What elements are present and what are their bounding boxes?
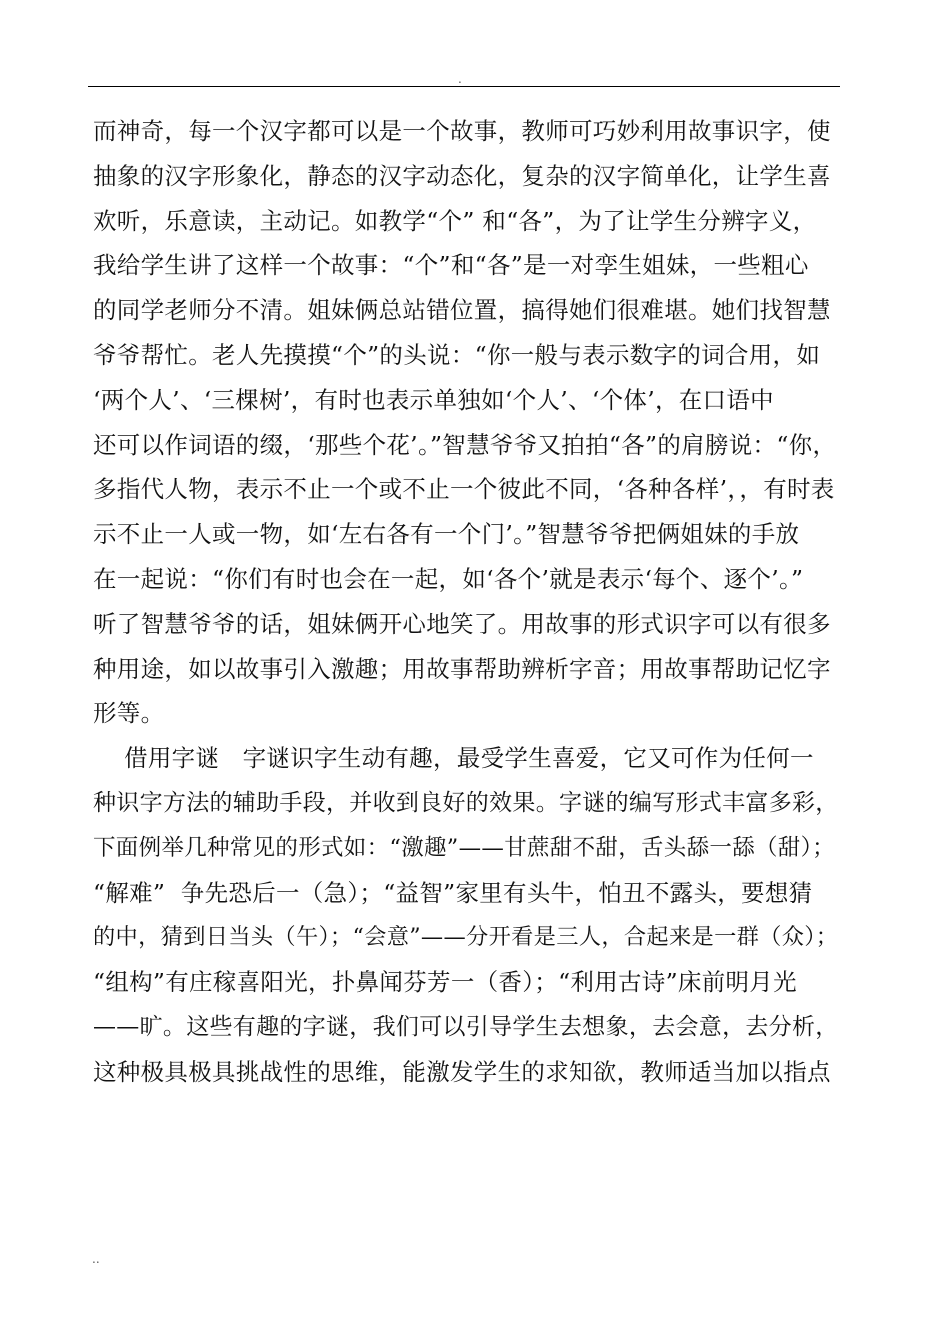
text-line: 下面例举几种常见的形式如：“激趣”——甘蔗甜不甜，舌头舔一舔（甜）； <box>93 834 835 861</box>
text-line: 而神奇，每一个汉字都可以是一个故事，教师可巧妙利用故事识字，使 <box>93 117 831 145</box>
text-line: 抽象的汉字形象化，静态的汉字动态化，复杂的汉字简单化，让学生喜 <box>93 161 831 190</box>
text-line: ——旷。这些有趣的字谜，我们可以引导学生去想象，去会意，去分析， <box>93 1013 839 1040</box>
text-line: “组构”有庄稼喜阳光，扑鼻闻芬芳一（香）；“利用古诗”床前明月光 <box>93 968 797 997</box>
text-line: 示不止一人或一物，如‘左右各有一个门’。”智慧爷爷把俩姐妹的手放 <box>93 520 800 549</box>
text-line: 种识字方法的辅助手段，并收到良好的效果。字谜的编写形式丰富多彩， <box>93 789 839 816</box>
text-line: 听了智慧爷爷的话，姐妹俩开心地笑了。用故事的形式识字可以有很多 <box>93 609 831 638</box>
text-line: 欢听，乐意读，主动记。如教学“个” 和“各”，为了让学生分辨字义， <box>93 206 817 235</box>
text-line: 种用途，如以故事引入激趣；用故事帮助辨析字音；用故事帮助记忆字 <box>93 654 831 683</box>
text-line: 在一起说：“你们有时也会在一起，如‘各个’就是表示‘每个、逐个’。” <box>93 564 804 593</box>
header-mark: . <box>458 72 462 86</box>
body-text <box>93 109 841 1095</box>
text-line: 这种极具极具挑战性的思维，能激发学生的求知欲，教师适当加以指点 <box>93 1057 831 1086</box>
text-line: “解难” 争先恐后一（急）；“益智”家里有头牛，怕丑不露头，要想猜 <box>93 878 813 907</box>
paragraph-story <box>93 109 841 736</box>
header-rule <box>88 86 840 87</box>
text-line: 的同学老师分不清。姐妹俩总站错位置，搞得她们很难堪。她们找智慧 <box>93 296 831 325</box>
text-line: 形等。 <box>93 699 165 728</box>
text-line: 我给学生讲了这样一个故事：“个”和“各”是一对孪生姐妹，一些粗心 <box>93 251 809 280</box>
text-line: 还可以作词语的缀，‘那些个花’。”智慧爷爷又拍拍“各”的肩膀说：“你， <box>93 430 837 459</box>
footer-mark: .. <box>92 1252 100 1266</box>
text-line: ‘两个人’、‘三棵树’，有时也表示单独如‘个人’、‘个体’，在口语中 <box>93 385 774 414</box>
text-line: 爷爷帮忙。老人先摸摸“个”的头说：“你一般与表示数字的词合用，如 <box>93 340 821 369</box>
paragraph-riddles <box>93 736 841 1094</box>
text-line: 借用字谜 字谜识字生动有趣，最受学生喜爱，它又可作为任何一 <box>93 744 814 773</box>
text-line: 的中，猜到日当头（午）；“会意”——分开看是三人，合起来是一群（众）； <box>93 924 839 951</box>
text-line: 多指代人物，表示不止一个或不止一个彼此不同，‘各种各样’，，有时表 <box>93 475 835 504</box>
